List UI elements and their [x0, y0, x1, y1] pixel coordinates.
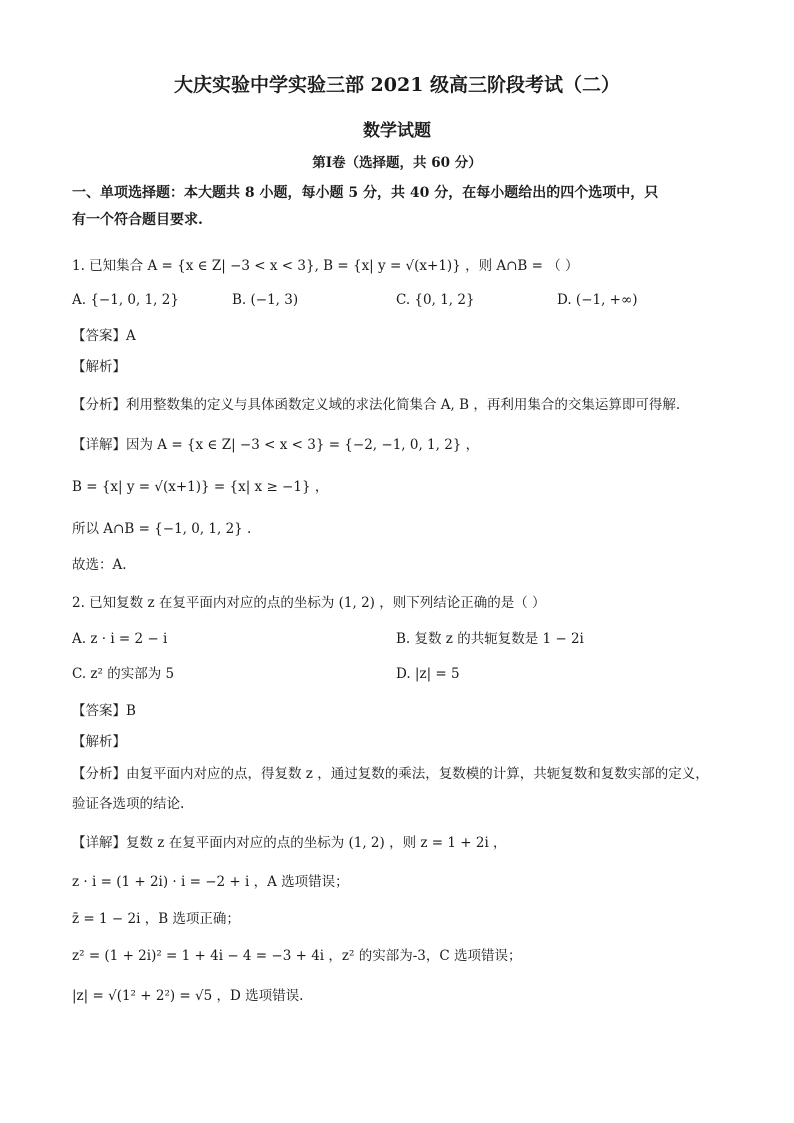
q2-detail-2: z · i = (1 + 2i) · i = −2 + i ，A 选项错误； — [72, 874, 349, 890]
q1-option-d: D. (−1, +∞) — [557, 292, 638, 308]
q1-analysis-label: 【解析】 — [72, 359, 126, 375]
section-heading-line2: 有一个符合题目要求. — [72, 212, 203, 228]
q2-detail-4: z² = (1 + 2i)² = 1 + 4i − 4 = −3 + 4i ，z² 的实部为-3，C 选项错误； — [72, 948, 522, 964]
q1-answer: 【答案】A — [72, 328, 136, 344]
q2-fenxi-1: 【分析】由复平面内对应的点，得复数 z ，通过复数的乘法，复数模的计算，共轭复数和复数实部的定义， — [72, 766, 709, 782]
q2-answer: 【答案】B — [72, 703, 136, 719]
q2-option-a: A. z · i = 2 − i — [72, 631, 168, 647]
q2-detail-5: |z| = √(1² + 2²) = √5 ，D 选项错误. — [72, 988, 304, 1004]
q1-fenxi: 【分析】利用整数集的定义与具体函数定义域的求法化简集合 A, B ，再利用集合的交集运算即可得解. — [72, 397, 681, 413]
q1-detail-2: B = {x| y = √(x+1)} = {x| x ≥ −1} ， — [72, 479, 329, 495]
q1-choose: 故选：A. — [72, 557, 127, 573]
exam-title: 大庆实验中学实验三部 2021 级高三阶段考试（二） — [173, 74, 621, 96]
subject-title: 数学试题 — [363, 121, 431, 141]
q1-detail-1: 【详解】因为 A = {x ∈ Z| −3 < x < 3} = {−2, −1, 0, 1, 2} ， — [72, 437, 480, 453]
q1-option-b: B. (−1, 3) — [232, 292, 299, 308]
q2-fenxi-2: 验证各选项的结论. — [72, 796, 185, 812]
q1-option-c: C. {0, 1, 2} — [396, 292, 475, 308]
q2-option-c: C. z² 的实部为 5 — [72, 666, 175, 682]
section-heading-line1: 一、单项选择题：本大题共 8 小题，每小题 5 分，共 40 分，在每小题给出的四个选项中，只 — [72, 185, 659, 201]
q2-option-b: B. 复数 z 的共轭复数是 1 − 2i — [396, 631, 584, 647]
q2-detail-3: z̄ = 1 − 2i ，B 选项正确； — [72, 911, 240, 927]
q1-stem: 1. 已知集合 A = {x ∈ Z| −3 < x < 3}, B = {x| y = √(x+1)} ，则 A∩B = （ ） — [72, 258, 579, 274]
q1-option-a: A. {−1, 0, 1, 2} — [72, 292, 179, 308]
q2-option-d: D. |z| = 5 — [396, 666, 460, 682]
q1-detail-3: 所以 A∩B = {−1, 0, 1, 2} . — [72, 521, 252, 537]
q2-detail-1: 【详解】复数 z 在复平面内对应的点的坐标为 (1, 2) ，则 z = 1 + 2i ， — [72, 835, 507, 851]
q2-stem: 2. 已知复数 z 在复平面内对应的点的坐标为 (1, 2) ，则下列结论正确的是（ ） — [72, 595, 546, 611]
part-title: 第Ⅰ卷（选择题，共 60 分） — [312, 155, 482, 171]
q2-analysis-label: 【解析】 — [72, 734, 126, 750]
